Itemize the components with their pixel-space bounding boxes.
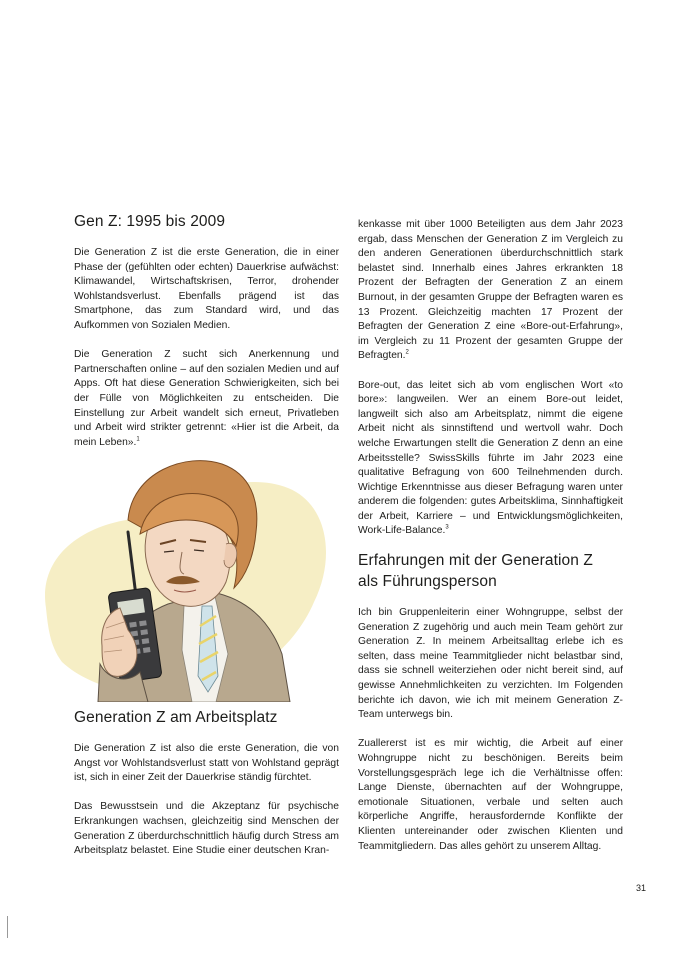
- paragraph: Die Generation Z sucht sich Anerkennung und Partnerschaften online – auf den sozialen Medien und auf Apps. Oft hat diese Generation Schwierigkeiten, sich bei der Fülle von Möglichkeiten zu entscheiden. Die Einstellung zur Arbeit wandelt sich erneut, Privatleben und Arbeit wird strikter getrennt: «Hier ist die Arbeit, da mein Leben».$^1$: [74, 349, 339, 448]
- paragraph: Die Generation Z ist also die erste Generation, die von Angst vor Wohlstandsverlust statt von Wohlstand geprägt ist, sich in einer Zeit der Dauerkrise ständig fürchtet.: [74, 743, 339, 784]
- man-with-phone-illustration: [36, 440, 342, 702]
- left-column-top: [74, 211, 339, 450]
- margin-mark: [7, 916, 8, 938]
- footnote-ref: 3: [445, 525, 449, 532]
- paragraph: Die Generation Z ist die erste Generation, die in einer Phase der (gefühlten oder echten) Dauerkrise aufwächst: Klimawandel, Wirtschaftskrisen, Terror, drohender Wohlstandsverlust. Ebenfalls prägend ist das Smartphone, das zum Standard wird, und das Aufkommen von Sozialen Medien.: [74, 247, 339, 331]
- footnote-ref: 1: [136, 436, 140, 443]
- left-column-bottom: [74, 707, 339, 859]
- heading-arbeitsplatz: Generation Z am Arbeitsplatz: [74, 709, 278, 726]
- right-column-top: [358, 218, 623, 539]
- heading-gen-z: Gen Z: 1995 bis 2009: [74, 213, 226, 230]
- heading-fuehrungsperson: Erfahrungen mit der Generation Z als Führungsperson: [358, 552, 593, 590]
- paragraph: kenkasse mit über 1000 Beteiligten aus dem Jahr 2023 ergab, dass Menschen der Generation Z im Vergleich zu den anderen Generationen überdurchschnittlich stark belastet sind. Innerhalb eines Jahres erkrankten 18 Prozent der Befragten der Generation Z an einem Burnout, in der gesamten Gruppe der Befragten waren es 13 Prozent. Gleichzeitig machten 17 Prozent der Befragten der Generation Z eine «Bore-out-Erfahrung», im Vergleich zu 11 Prozent der gesamten Gruppe der Befragten.$^2$: [358, 219, 623, 362]
- paragraph: Zuallererst ist es mir wichtig, die Arbeit auf einer Wohngruppe nicht zu beschönigen. Bereits beim Vorstellungsgespräch lege ich die Verhältnisse offen: Lange Dienste, übernachten auf der Wohngruppe, emotionale Situationen, verbale und selten auch körperliche Angriffe, herausfordernde Konflikte der Klienten untereinander oder zwischen Klienten und Teammitgliedern. Das alles gehört zu unserem Alltag.: [358, 738, 623, 852]
- page-number: 31: [635, 883, 646, 893]
- right-column-bottom: [358, 550, 623, 854]
- paragraph: Ich bin Gruppenleiterin einer Wohngruppe, selbst der Generation Z zugehörig und auch mein Team gehört zur Generation Z. In meinem Arbeitsalltag erlebe ich es selten, dass meine Teammitglieder nicht belastbar sind, dass sie schnell weiterziehen oder nicht bereit sind, auf gewisse Annehmlichkeiten zu verzichten. Im Folgenden berichte ich davon, wie ich mit meinem Generation Z-Team unterwegs bin.: [358, 607, 623, 721]
- paragraph: Das Bewusstsein und die Akzeptanz für psychische Erkrankungen wachsen, gleichzeitig sind Menschen der Generation Z überdurchschnittlich häufig durch Stress am Arbeitsplatz belastet. Eine Studie einer deutschen Kran-: [74, 801, 339, 857]
- footnote-ref: 2: [405, 349, 409, 356]
- paragraph: Bore-out, das leitet sich ab vom englischen Wort «to bore»: langweilen. Wer an einem Bore-out leidet, langweilt sich also am Arbeitsplatz, nimmt die eigene Arbeit nicht als sinnstiftend und wertvoll wahr. Doch welche Erwartungen stellt die Generation Z denn an eine Arbeitsstelle? SwissSkills führte im Jahr 2023 eine qualitative Befragung von 600 Teilnehmenden durch. Wichtige Erkenntnisse aus dieser Befragung waren unter anderem die folgenden: gutes Arbeitsklima, Sinnhaftigkeit der Arbeit, Karriere – und Entwicklungsmöglichkeiten, Work-Life-Balance.$^3$: [358, 379, 623, 537]
